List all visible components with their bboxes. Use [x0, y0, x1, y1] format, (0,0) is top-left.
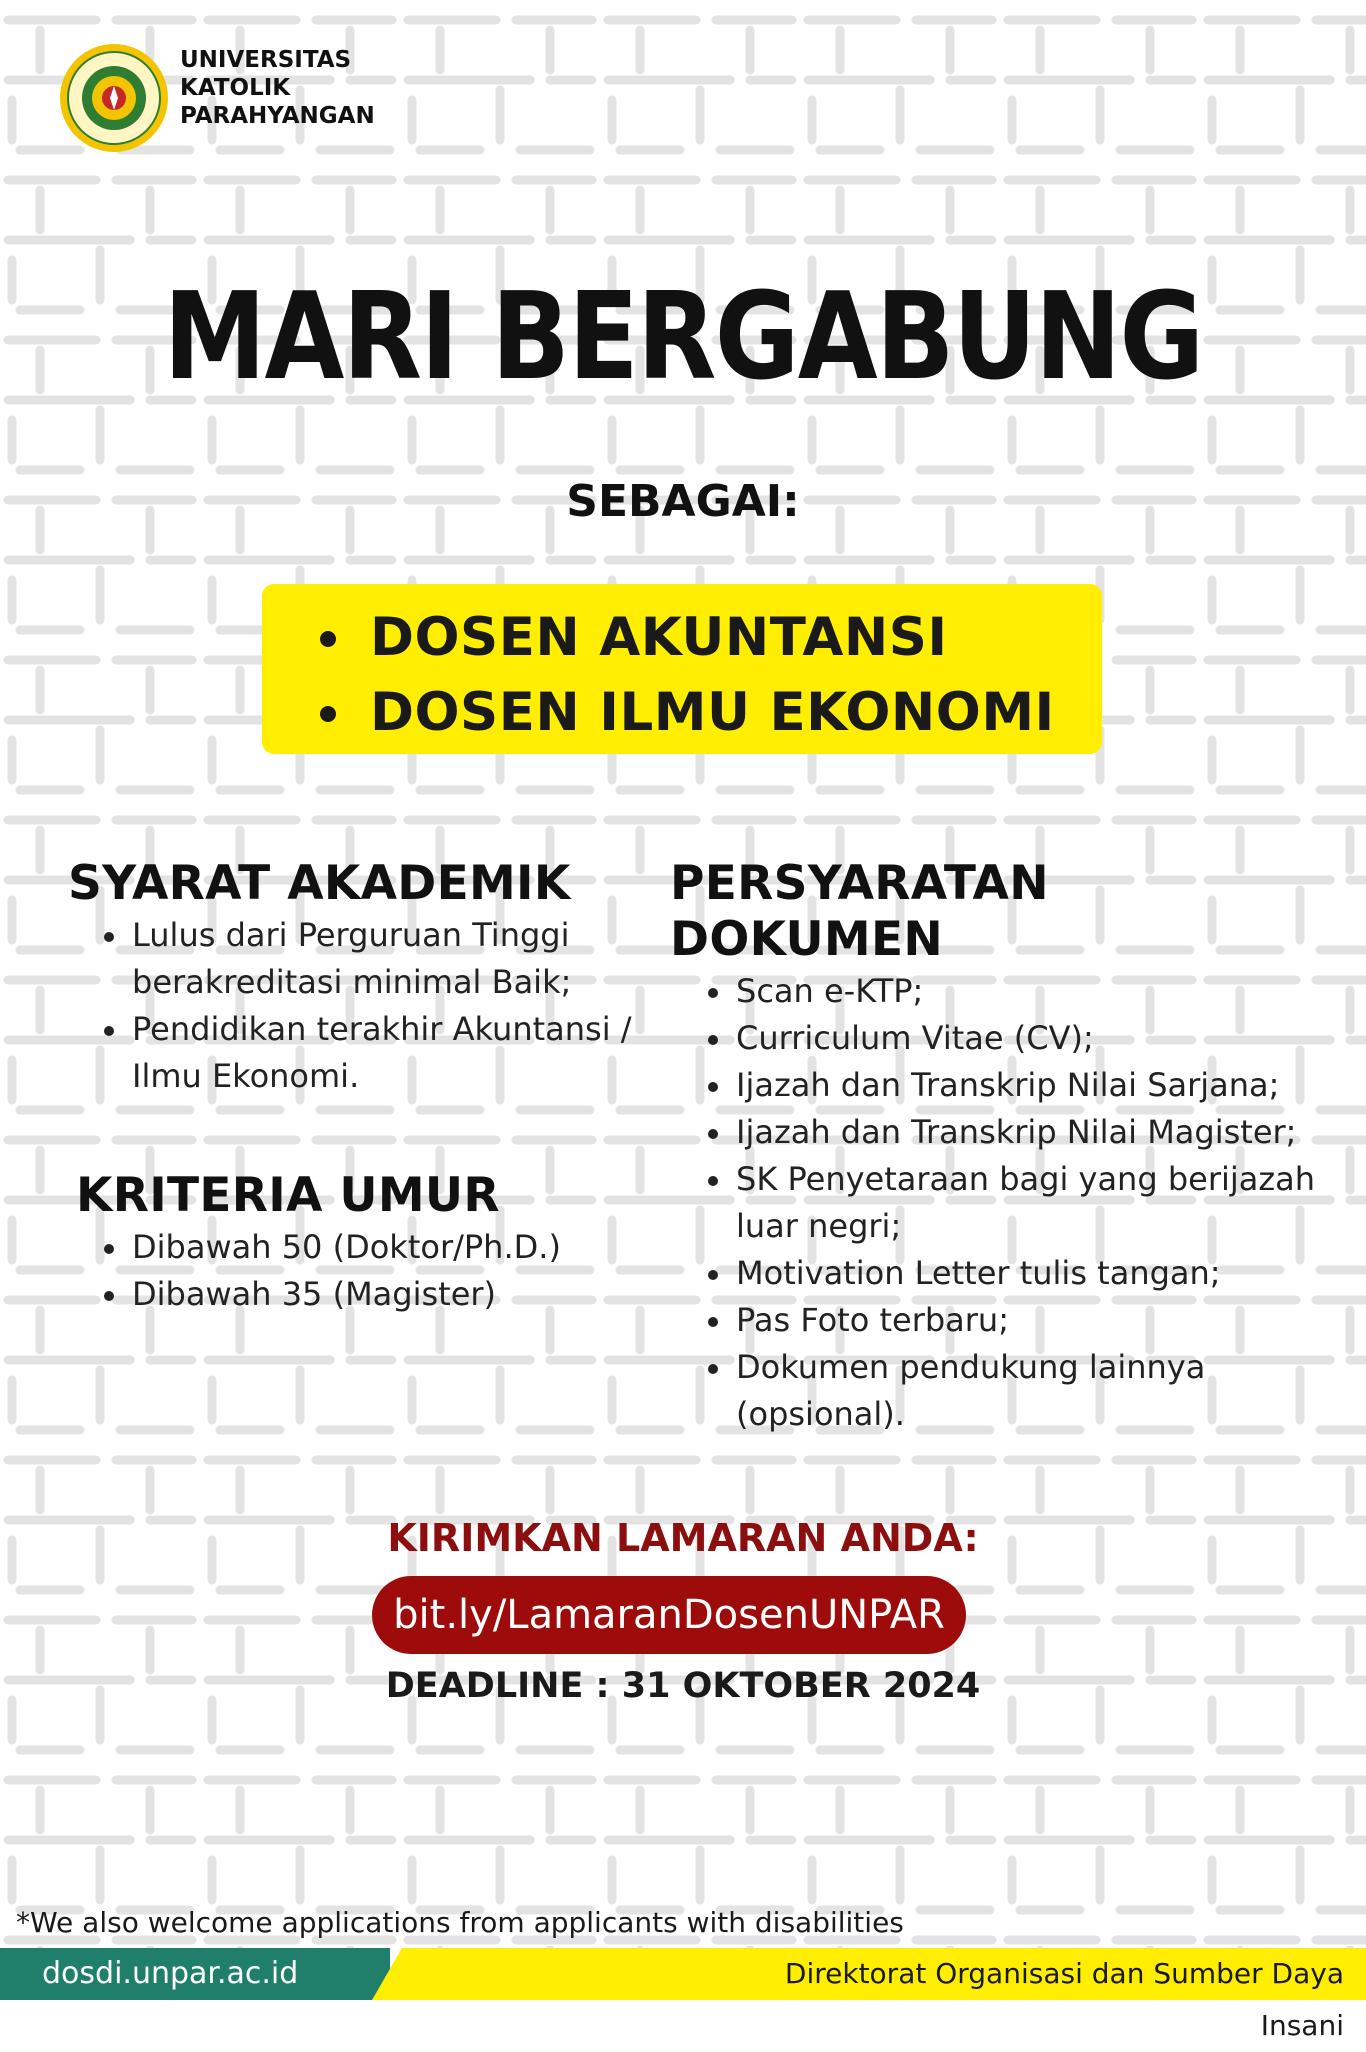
bullet-icon — [104, 932, 114, 942]
section-title-syarat-akademik: SYARAT AKADEMIK — [68, 856, 571, 911]
position-label: DOSEN AKUNTANSI — [370, 607, 948, 668]
university-name-line1: UNIVERSITAS — [180, 47, 352, 73]
list-item — [702, 1156, 1330, 1250]
deadline-text: DEADLINE : 31 OKTOBER 2024 — [385, 1666, 981, 1706]
positions-list — [262, 584, 1102, 750]
list-item-text: Ijazah dan Transkrip Nilai Magister; — [736, 1113, 1297, 1151]
list-item — [98, 912, 668, 1006]
kriteria-umur-list — [98, 1224, 676, 1318]
kriteria-umur-section — [76, 1168, 676, 1318]
application-link-button[interactable]: bit.ly/LamaranDosenUNPAR — [372, 1576, 966, 1654]
list-item — [702, 1297, 1330, 1344]
list-item — [98, 1224, 676, 1271]
bullet-icon — [708, 1129, 718, 1139]
disability-footnote: *We also welcome applications from applicants with disabilities — [16, 1906, 904, 1939]
bullet-icon — [708, 1270, 718, 1280]
list-item-text: Dokumen pendukung lainnya (opsional). — [736, 1348, 1206, 1433]
bullet-icon — [104, 1244, 114, 1254]
list-item-text: Pas Foto terbaru; — [736, 1301, 1009, 1339]
list-item-text: Dibawah 50 (Doktor/Ph.D.) — [132, 1228, 561, 1266]
position-label: DOSEN ILMU EKONOMI — [370, 682, 1055, 743]
section-title-persyaratan-dokumen: PERSYARATAN DOKUMEN — [670, 856, 1049, 967]
syarat-akademik-list — [98, 912, 668, 1100]
bullet-icon — [320, 631, 336, 647]
bullet-icon — [104, 1291, 114, 1301]
bullet-icon — [708, 1082, 718, 1092]
bullet-icon — [708, 1035, 718, 1045]
list-item-text: Scan e-KTP; — [736, 972, 924, 1010]
list-item — [702, 1015, 1330, 1062]
position-item — [370, 675, 1102, 750]
university-name — [180, 46, 420, 130]
footer-website-link[interactable]: dosdi.unpar.ac.id — [42, 1956, 299, 1991]
list-item-text: Ijazah dan Transkrip Nilai Sarjana; — [736, 1066, 1280, 1104]
bullet-icon — [104, 1026, 114, 1036]
persyaratan-dokumen-list — [702, 968, 1330, 1438]
bullet-icon — [320, 706, 336, 722]
list-item-text: Curriculum Vitae (CV); — [736, 1019, 1094, 1057]
bullet-icon — [708, 1317, 718, 1327]
subheadline: SEBAGAI: — [566, 476, 800, 527]
list-item-text: Pendidikan terakhir Akuntansi / Ilmu Ekonomi. — [132, 1010, 632, 1095]
persyaratan-dokumen-section — [670, 856, 1330, 1438]
footer-organization: Direktorat Organisasi dan Sumber Daya Insani — [784, 1957, 1344, 2042]
section-title-kriteria-umur: KRITERIA UMUR — [76, 1168, 500, 1223]
university-name-line3: PARAHYANGAN — [180, 103, 375, 129]
positions-box — [262, 584, 1102, 754]
bullet-icon — [708, 1176, 718, 1186]
list-item — [702, 1344, 1330, 1438]
list-item-text: Dibawah 35 (Magister) — [132, 1275, 497, 1313]
headline: MARI BERGABUNG — [163, 268, 1203, 407]
list-item — [98, 1271, 676, 1318]
list-item — [702, 968, 1330, 1015]
list-item-text: SK Penyetaraan bagi yang berijazah luar negri; — [736, 1160, 1316, 1245]
list-item-text: Lulus dari Perguruan Tinggi berakreditasi minimal Baik; — [132, 916, 572, 1001]
position-item — [370, 600, 1102, 675]
university-name-line2: KATOLIK — [180, 75, 291, 101]
bullet-icon — [708, 1364, 718, 1374]
list-item — [702, 1109, 1330, 1156]
bullet-icon — [708, 988, 718, 998]
university-seal-icon — [58, 42, 170, 154]
syarat-akademik-section — [68, 856, 668, 1100]
cta-label: KIRIMKAN LAMARAN ANDA: — [387, 1516, 979, 1560]
list-item — [702, 1250, 1330, 1297]
list-item-text: Motivation Letter tulis tangan; — [736, 1254, 1221, 1292]
list-item — [98, 1006, 668, 1100]
list-item — [702, 1062, 1330, 1109]
